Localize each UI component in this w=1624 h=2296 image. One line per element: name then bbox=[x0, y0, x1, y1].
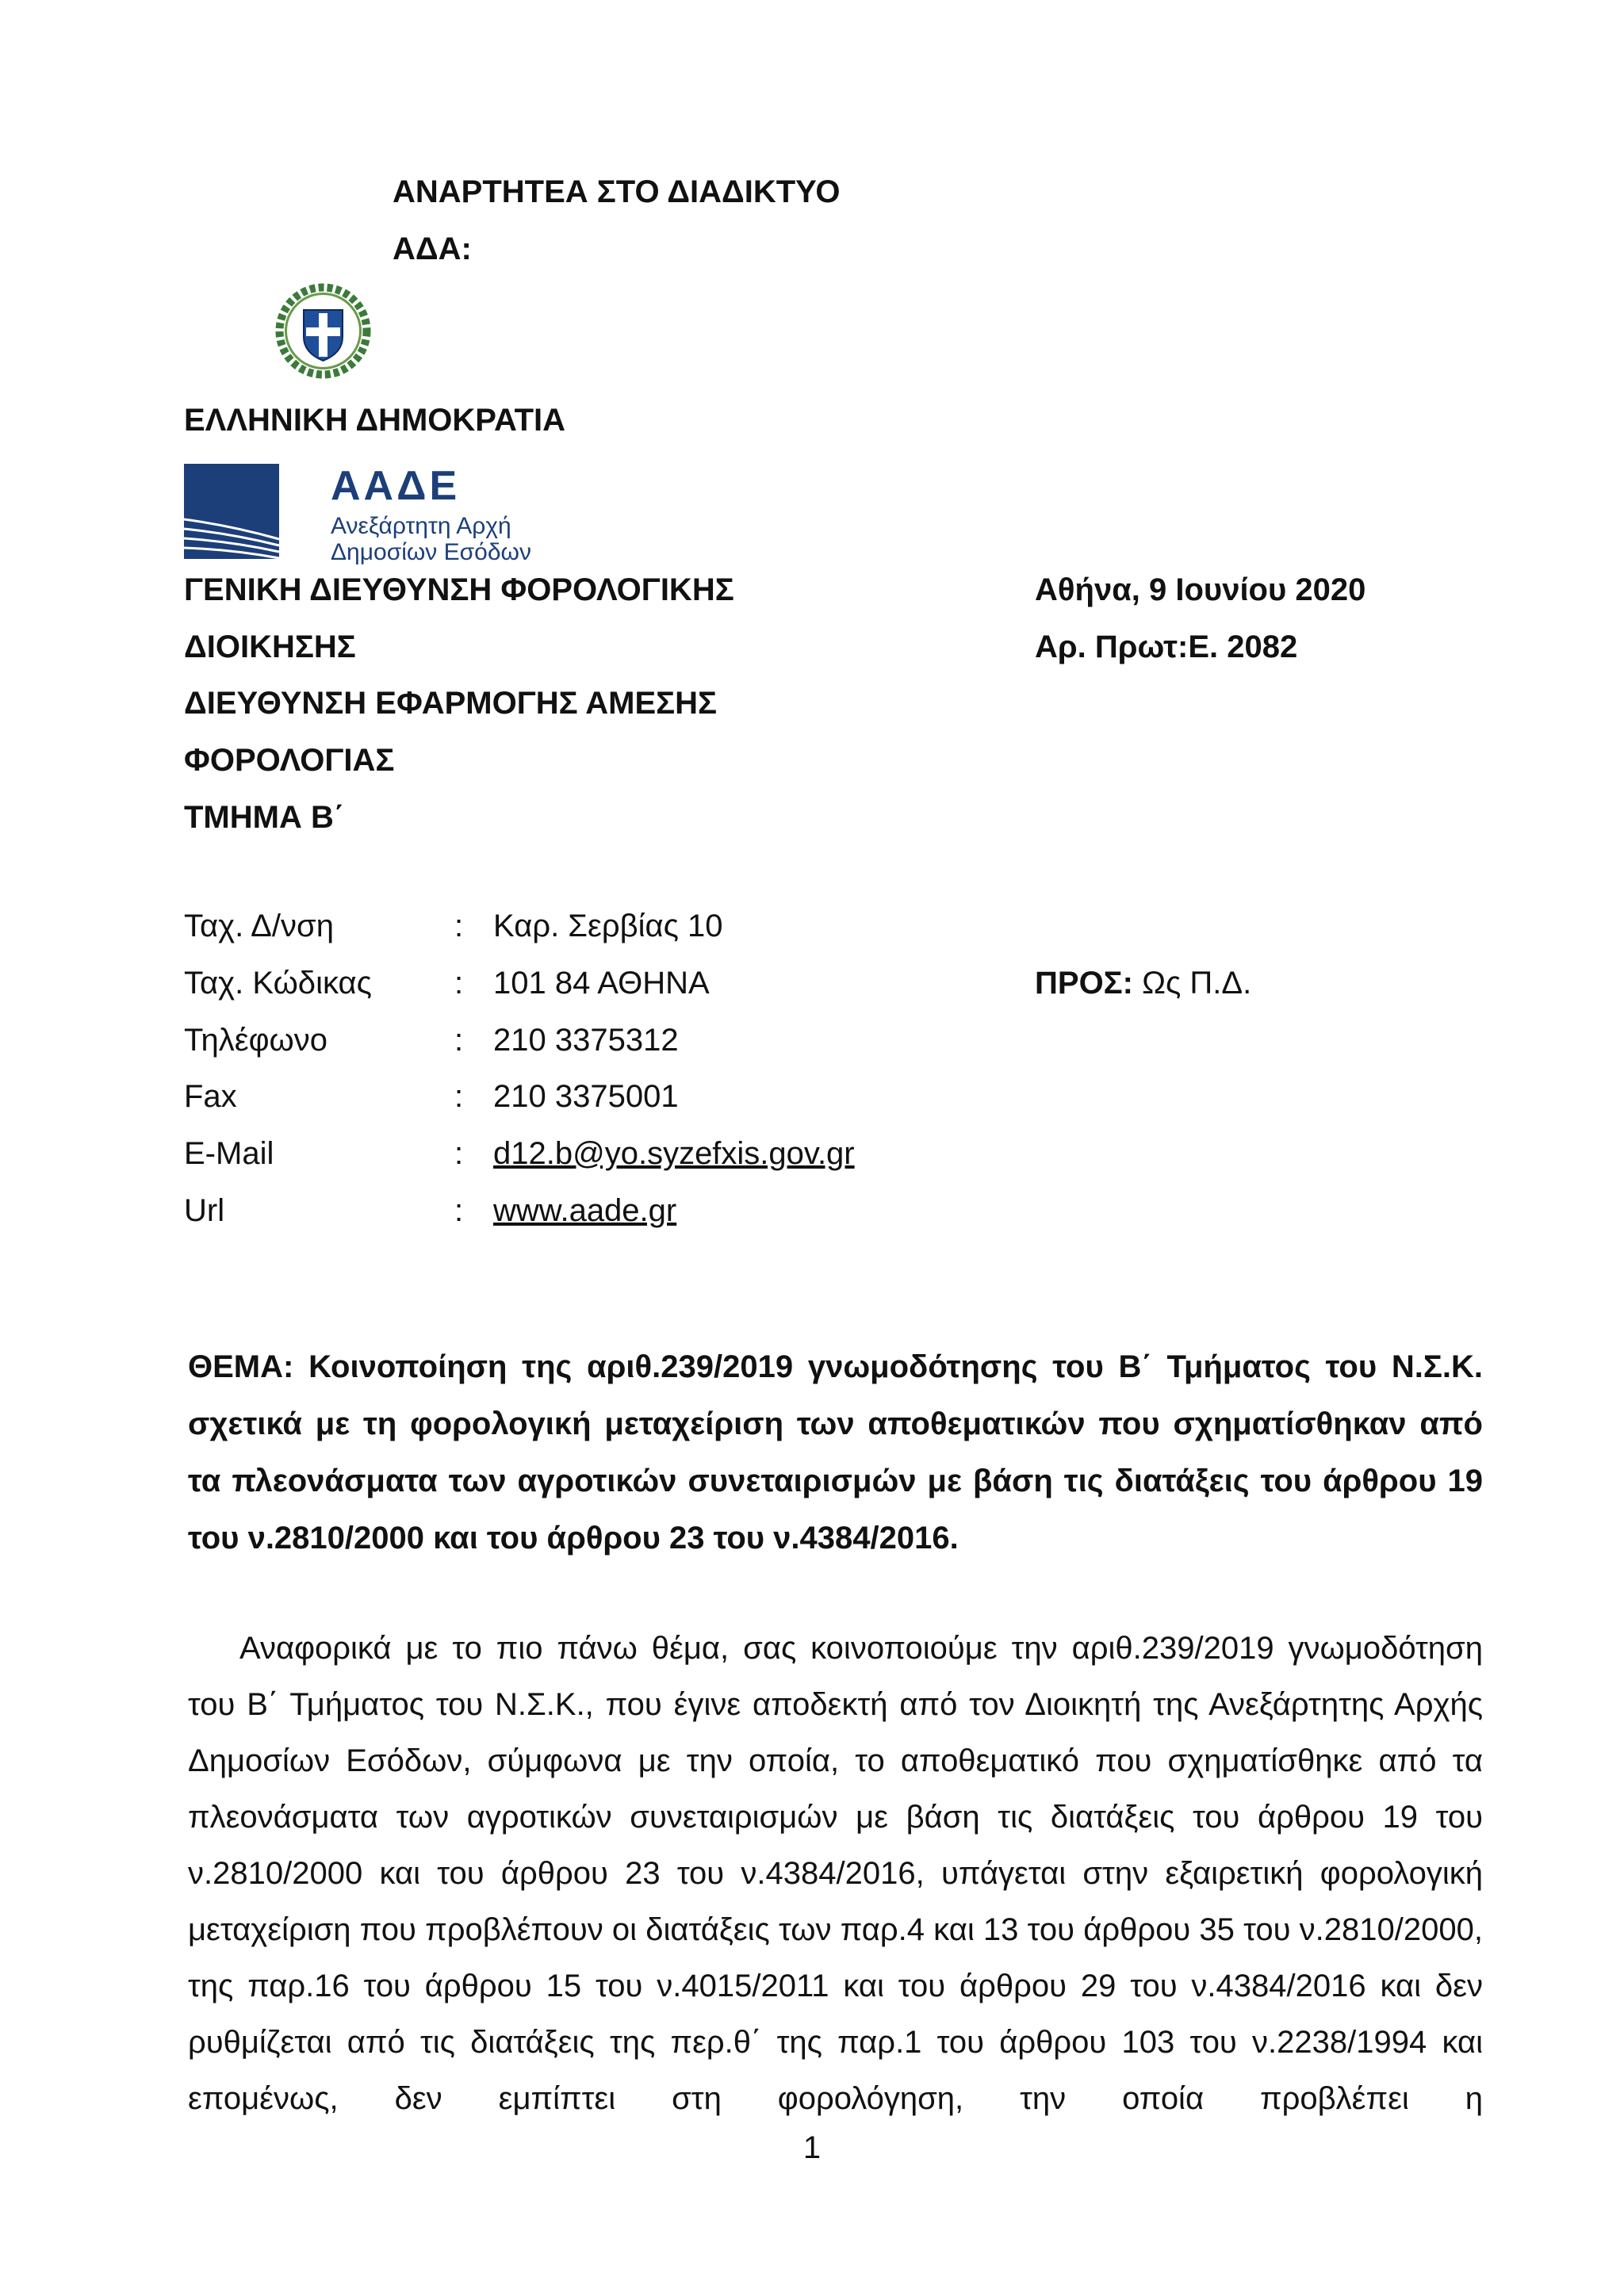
url-label: Url bbox=[184, 1193, 225, 1228]
republic-title: ΕΛΛΗΝΙΚΗ ΔΗΜΟΚΡΑΤΙΑ bbox=[184, 403, 565, 438]
url-separator: : bbox=[454, 1193, 464, 1228]
recipient-label: ΠΡΟΣ: bbox=[1035, 966, 1134, 1001]
body-paragraph: Αναφορικά με το πιο πάνω θέμα, σας κοινοποιούμε την αριθ.239/2019 γνωμοδότηση του Β΄ Τμήματος του Ν.Σ.Κ., που έγινε αποδεκτή από τον Διοικητή της Ανεξάρτητης Αρχής Δημοσίων Εσόδων, σύμφωνα με την οποία, το αποθεματικό που σχηματίσθηκε από τα πλεονάσματα των αγροτικών συνεταιρισμών με βάση τις διατάξεις του άρθρου 19 του ν.2810/2000 και του άρθρου 23 του ν.4384/2016, υπάγεται στην εξαιρετική φορολογική μεταχείριση που προβλέπουν οι διατάξεις των παρ.4 και 13 του άρθρου 35 του ν.2810/2000, της παρ.16 του άρθρου 15 του ν.4015/2011 και του άρθρου 29 του ν.4384/2016 και δεν ρυθμίζεται από τις διατάξεις της περ.θ΄ της παρ.1 του άρθρου 103 του ν.2238/1994 και επομένως, δεν εμπίπτει στη φορολόγηση, την οποία προβλέπει η bbox=[188, 1631, 1483, 2116]
address-value: Καρ. Σερβίας 10 bbox=[493, 909, 723, 943]
fax-separator: : bbox=[454, 1079, 464, 1114]
phone-value: 210 3375312 bbox=[493, 1023, 679, 1058]
email-link[interactable]: d12.b@yo.syzefxis.gov.gr bbox=[493, 1136, 855, 1171]
postal-label: Ταχ. Κώδικας bbox=[184, 966, 372, 1001]
email-separator: : bbox=[454, 1136, 464, 1171]
org-line-3: ΔΙΕΥΘΥΝΣΗ ΕΦΑΡΜΟΓΗΣ ΑΜΕΣΗΣ bbox=[184, 686, 718, 721]
postal-value: 101 84 ΑΘΗΝΑ bbox=[493, 966, 710, 1001]
org-line-2: ΔΙΟΙΚΗΣΗΣ bbox=[184, 629, 356, 664]
postal-separator: : bbox=[454, 966, 464, 1001]
protocol-number: Αρ. Πρωτ:Ε. 2082 bbox=[1035, 629, 1298, 664]
aade-emblem-icon bbox=[184, 464, 283, 563]
phone-label: Τηλέφωνο bbox=[184, 1023, 327, 1058]
fax-value: 210 3375001 bbox=[493, 1079, 679, 1114]
address-separator: : bbox=[454, 909, 464, 943]
org-line-1: ΓΕΝΙΚΗ ΔΙΕΥΘΥΝΣΗ ΦΟΡΟΛΟΓΙΚΗΣ bbox=[184, 572, 734, 607]
aade-line2: Δημοσίων Εσόδων bbox=[331, 539, 531, 565]
url-link[interactable]: www.aade.gr bbox=[493, 1193, 677, 1228]
fax-label: Fax bbox=[184, 1079, 237, 1114]
greek-coat-of-arms-icon bbox=[274, 281, 373, 381]
recipient-value: Ως Π.Δ. bbox=[1133, 966, 1252, 1001]
email-label: E-Mail bbox=[184, 1136, 274, 1171]
page-number: 1 bbox=[802, 2130, 822, 2165]
aade-logo bbox=[184, 464, 541, 563]
aade-name: ΑΑΔΕ bbox=[331, 463, 461, 509]
phone-separator: : bbox=[454, 1023, 464, 1058]
org-line-5: ΤΜΗΜΑ Β΄ bbox=[184, 800, 345, 835]
aade-line1: Ανεξάρτητη Αρχή bbox=[331, 513, 511, 539]
document-date: Αθήνα, 9 Ιουνίου 2020 bbox=[1035, 572, 1366, 607]
ada-label: ΑΔΑ: bbox=[393, 232, 472, 266]
org-line-4: ΦΟΡΟΛΟΓΙΑΣ bbox=[184, 743, 395, 778]
publish-note: ΑΝΑΡΤΗΤΕΑ ΣΤΟ ΔΙΑΔΙΚΤΥΟ bbox=[393, 174, 841, 209]
address-label: Ταχ. Δ/νση bbox=[184, 909, 334, 943]
recipient bbox=[1035, 964, 1251, 1002]
subject-paragraph: ΘΕΜΑ: Κοινοποίηση της αριθ.239/2019 γνωμοδότησης του Β΄ Τμήματος του Ν.Σ.Κ. σχετικά με τη φορολογική μεταχείριση των αποθεματικών που σχηματίσθηκαν από τα πλεονάσματα των αγροτικών συνεταιρισμών με βάση τις διατάξεις του άρθρου 19 του ν.2810/2000 και του άρθρου 23 του ν.4384/2016. bbox=[188, 1349, 1483, 1556]
